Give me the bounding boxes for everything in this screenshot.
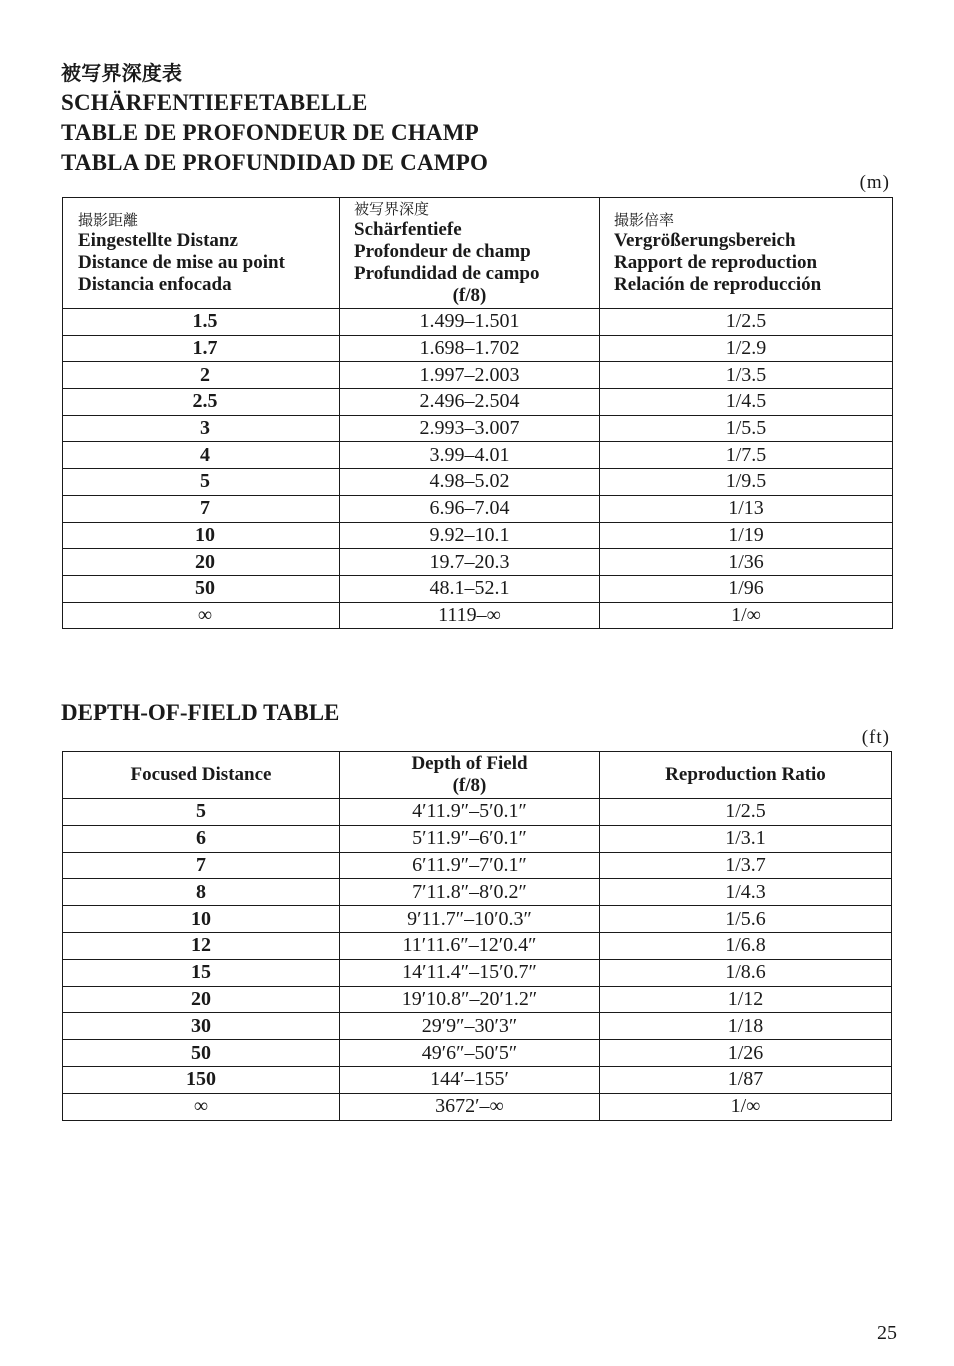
table-row: 1.7 1.698–1.702 1/2.9	[63, 335, 893, 362]
table-row: 2.5 2.496–2.504 1/4.5	[63, 389, 893, 416]
imperial-unit-label: (ft)	[861, 727, 890, 748]
table-row: 1.5 1.499–1.501 1/2.5	[63, 309, 893, 336]
header-depth-of-field-ft: Depth of Field (f/8)	[340, 752, 600, 799]
table-row: 7 6.96–7.04 1/13	[63, 495, 893, 522]
table-row: 5 4′11.9″–5′0.1″ 1/2.5	[63, 799, 892, 826]
metric-unit-label: (m)	[859, 172, 890, 193]
table-row: ∞ 3672′–∞ 1/∞	[63, 1093, 892, 1120]
table-row: 6 5′11.9″–6′0.1″ 1/3.1	[63, 825, 892, 852]
header-reproduction-ratio-ft: Reproduction Ratio	[600, 752, 892, 799]
table-row: 12 11′11.6″–12′0.4″ 1/6.8	[63, 932, 892, 959]
table-row: 3 2.993–3.007 1/5.5	[63, 415, 893, 442]
dof-table-title: DEPTH-OF-FIELD TABLE	[61, 700, 340, 725]
title-spanish: TABLA DE PROFUNDIDAD DE CAMPO	[61, 150, 489, 175]
table-row: 30 29′9″–30′3″ 1/18	[63, 1013, 892, 1040]
table-row: 2 1.997–2.003 1/3.5	[63, 362, 893, 389]
page-titles	[61, 58, 488, 178]
table-row: 10 9′11.7″–10′0.3″ 1/5.6	[63, 906, 892, 933]
title-french: TABLE DE PROFONDEUR DE CHAMP	[61, 120, 479, 145]
metric-dof-table	[62, 197, 893, 629]
metric-table-header	[63, 198, 893, 309]
imperial-table-header	[63, 752, 892, 799]
table-row: ∞ 1119–∞ 1/∞	[63, 602, 893, 629]
header-focused-distance-ft: Focused Distance	[63, 752, 340, 799]
title-japanese: 被写界深度表	[61, 61, 183, 85]
table-row: 20 19.7–20.3 1/36	[63, 549, 893, 576]
header-reproduction-ratio: 撮影倍率 Vergrößerungsbereich Rapport de reproduction Relación de reproducción	[600, 198, 893, 309]
table-row: 8 7′11.8″–8′0.2″ 1/4.3	[63, 879, 892, 906]
imperial-dof-table	[62, 751, 892, 1121]
page-number: 25	[877, 1322, 897, 1344]
table-row: 50 48.1–52.1 1/96	[63, 575, 893, 602]
header-depth-of-field: 被写界深度 Schärfentiefe Profondeur de champ Profundidad de campo (f/8)	[340, 198, 600, 309]
header-focused-distance: 撮影距離 Eingestellte Distanz Distance de mise au point Distancia enfocada	[63, 198, 340, 309]
table-row: 15 14′11.4″–15′0.7″ 1/8.6	[63, 959, 892, 986]
table-row: 5 4.98–5.02 1/9.5	[63, 469, 893, 496]
table-row: 50 49′6″–50′5″ 1/26	[63, 1040, 892, 1067]
table-row: 20 19′10.8″–20′1.2″ 1/12	[63, 986, 892, 1013]
table-row: 150 144′–155′ 1/87	[63, 1066, 892, 1093]
title-german: SCHÄRFENTIEFETABELLE	[61, 90, 368, 115]
table-row: 10 9.92–10.1 1/19	[63, 522, 893, 549]
table-row: 7 6′11.9″–7′0.1″ 1/3.7	[63, 852, 892, 879]
table-row: 4 3.99–4.01 1/7.5	[63, 442, 893, 469]
